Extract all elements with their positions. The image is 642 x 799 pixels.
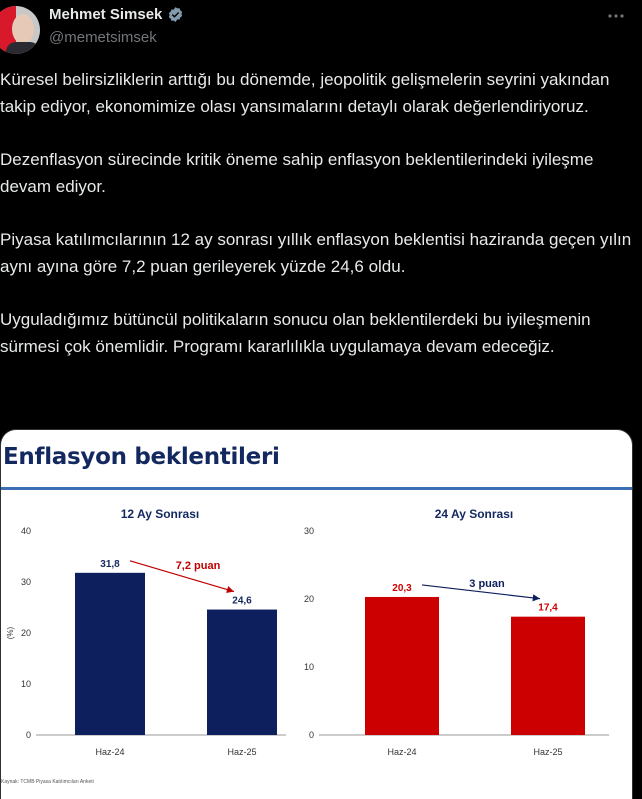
author-display-name[interactable]: Mehmet Simsek — [49, 6, 163, 23]
avatar[interactable] — [0, 6, 40, 54]
bar — [207, 610, 277, 735]
author-handle[interactable]: @memetsimsek — [49, 29, 157, 46]
chart-title: 12 Ay Sonrası — [120, 507, 200, 521]
charts-svg — [1, 430, 633, 799]
y-tick-label: 10 — [303, 662, 314, 672]
bar — [365, 597, 439, 735]
tweet-paragraph: Uyguladığımız bütüncül politikaların sonucu olan beklentilerdeki bu iyileşmenin sürmesi çok önemlidir. Programı kararlılıkla uygulamaya devam edeceğiz. — [0, 310, 591, 356]
more-options-button[interactable] — [602, 2, 630, 30]
y-axis-label: (%) — [6, 626, 15, 640]
author-name-row — [49, 6, 184, 23]
more-options-icon — [607, 13, 625, 19]
tweet-media-image[interactable] — [0, 429, 633, 799]
y-tick-label: 10 — [20, 679, 31, 689]
tweet-text — [0, 66, 636, 386]
change-annotation: 7,2 puan — [175, 560, 221, 572]
x-tick-label: Haz-24 — [387, 747, 417, 757]
data-label: 24,6 — [232, 595, 252, 607]
source-note: Kaynak: TCMB Piyasa Katılımcıları Anketi — [1, 779, 94, 785]
y-tick-label: 40 — [20, 526, 31, 536]
x-tick-label: Haz-25 — [533, 747, 563, 757]
chart-title: 24 Ay Sonrası — [434, 507, 514, 521]
y-tick-label: 20 — [20, 628, 31, 638]
y-tick-label: 0 — [25, 730, 31, 740]
data-label: 20,3 — [392, 582, 412, 594]
data-label: 17,4 — [538, 602, 558, 614]
verified-badge-icon — [167, 6, 184, 23]
data-label: 31,8 — [100, 558, 120, 570]
tweet-paragraph: Piyasa katılımcılarının 12 ay sonrası yıllık enflasyon beklentisi haziranda geçen yılın aynı ayına göre 7,2 puan gerileyerek yüzde 24,6 oldu. — [0, 230, 632, 276]
tweet-header — [0, 0, 642, 56]
x-tick-label: Haz-24 — [95, 747, 125, 757]
bar — [75, 573, 145, 735]
slide-title: Enflasyon beklentileri — [3, 444, 280, 470]
tweet-paragraph: Dezenflasyon sürecinde kritik öneme sahip enflasyon beklentilerindeki iyileşme devam ediyor. — [0, 150, 594, 196]
y-tick-label: 20 — [303, 594, 314, 604]
y-tick-label: 30 — [303, 526, 314, 536]
tweet-paragraph: Küresel belirsizliklerin arttığı bu dönemde, jeopolitik gelişmelerin seyrini yakından takip ediyor, ekonomimize olası yansımalarını detaylı olarak değerlendiriyoruz. — [0, 70, 610, 116]
y-tick-label: 30 — [20, 577, 31, 587]
bar — [511, 617, 585, 735]
x-tick-label: Haz-25 — [227, 747, 257, 757]
change-annotation: 3 puan — [469, 578, 505, 590]
y-tick-label: 0 — [308, 730, 314, 740]
